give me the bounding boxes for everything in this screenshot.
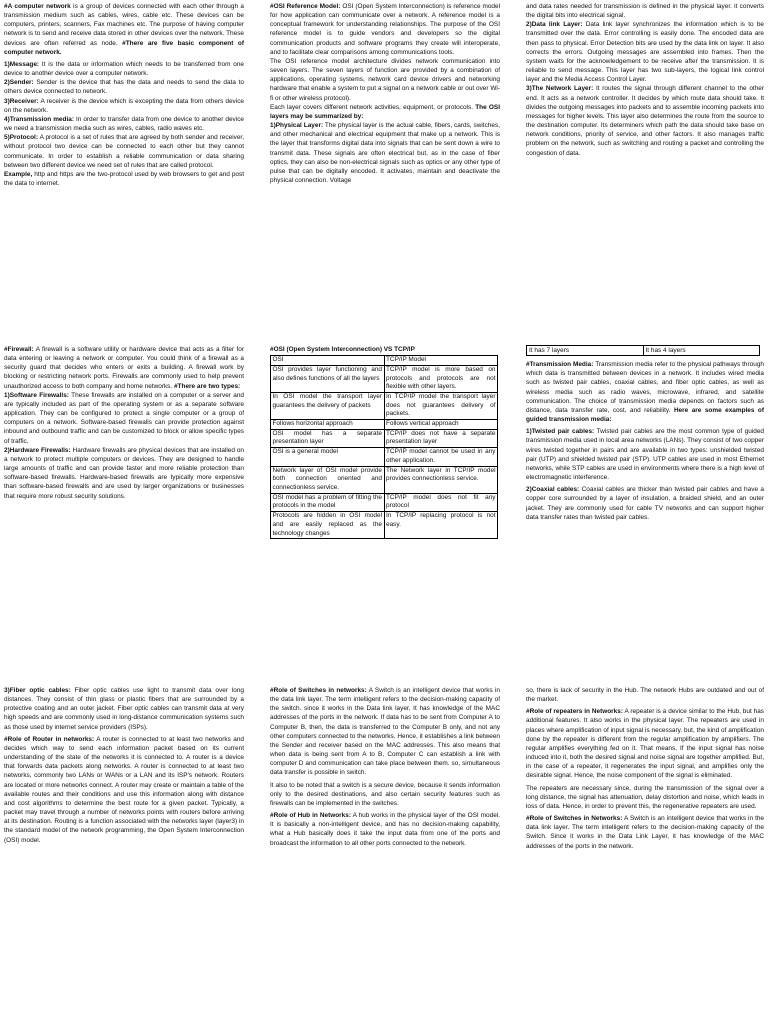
switch-hub-section bbox=[270, 686, 500, 1024]
paragraph: It also to be noted that a switch is a secure device, because it sends information only to the desired destinations, and also certain security features such as firewalls can be implemented in the switches. bbox=[270, 781, 500, 807]
table-title: #OSI (Open System Interconnection) VS TCP/IP bbox=[270, 346, 415, 353]
subheading: #There are two types: bbox=[174, 382, 241, 390]
layers-table bbox=[526, 345, 760, 356]
paragraph: is a group of devices connected with each other through a transmission medium such as cables, wires, cable etc. These devices can be computers, printers, scanners, Fax machines etc. The purpose of having computer network is to send and receive data stored in other devices over the network. These devices are often referred as node. bbox=[4, 3, 244, 47]
item-heading: 1)Twisted pair cables: bbox=[526, 428, 595, 436]
paragraph: These firewalls are installed on a computer or a server and are typically included as part of the operating system or as a separate software application. They can be configured to protect a single computer or a group of computers on a network. Software-based firewalls can provide protection against inbound and outbound traffic and can be customized to block or allow specific types of traffic. bbox=[4, 391, 244, 445]
item-heading: 5)Protocol: bbox=[4, 134, 38, 142]
table-row bbox=[527, 346, 760, 356]
paragraph: The repeaters are necessary since, during the transmission of the signal over a long distance, the signal has attenuation, delay distortion and noise, which leads in loss of data. Hence, in order to prevent this, the regenerative repeaters are used. bbox=[526, 784, 764, 810]
paragraph: A router is connected to at least two networks and decides which way to send each information packet based on its current understanding of the state of the networks it is connected to. A router is a device that forwards data packets along networks. A router is connected to at least two networks, commonly two LANs or WANs or a LAN and its ISP's network. Routers are located or more networks connect. A router may create or maintain a table of the available routes and their conditions and use this information along with distance and cost algorithms to determine the best route for a given packet. Typically, a packet may travel through a number of networks points with routers before arriving at its destination. Routing is a function associated with the networks layer (layer3) in the standard model of the network programming, the Open System Interconnection (OSI) model. bbox=[4, 735, 244, 844]
item-heading: 3)The Network Layer: bbox=[526, 85, 594, 93]
firewall-section bbox=[4, 345, 244, 670]
table-row bbox=[271, 392, 498, 419]
paragraph: Coaxial cables are thicker than twisted pair cables and have a copper core surrounded by a layer of insulation, a braided shield, and an outer jacket. They are commonly used for cable TV networks and can support higher data transfer rates than twisted pair cables. bbox=[526, 486, 764, 521]
table-row bbox=[271, 512, 498, 539]
table-cell: TCP/IP model cannot be used in any other application. bbox=[384, 448, 498, 466]
paragraph: http and https are the two-protocol used by web browsers to get and post the data to internet. bbox=[4, 170, 244, 187]
item-heading: 3)Fiber optic cables: bbox=[4, 687, 71, 694]
table-cell: OSI bbox=[271, 356, 385, 366]
section-heading: #A computer network bbox=[4, 3, 71, 10]
section-heading: #Firewall: bbox=[4, 346, 34, 353]
table-row bbox=[271, 429, 498, 447]
fiber-router-section bbox=[4, 686, 244, 1024]
table-cell: OSI provides layer functioning and also defines functions of all the layers bbox=[271, 365, 385, 392]
section-heading: #Role of repeaters in Networks: bbox=[526, 708, 623, 716]
paragraph: The OSI reference model architecture divides network communication into seven layers. The seven layers of function are provided by a combination of applications, operating systems, network card device drivers and networking hardware that enable a system to put a signal on a network cable or out over Wi-fi or other wireless protocol). bbox=[270, 57, 500, 102]
table-cell: Follows horizontal approach bbox=[271, 420, 385, 430]
paragraph: A receiver is the device which is excepting the data from others device on the network. bbox=[4, 97, 244, 114]
section-heading: #Role of Switches in networks: bbox=[270, 687, 367, 694]
paragraph: In order to transfer data from one device to another device we need a transmission media such as wires, cables, radio waves etc. bbox=[4, 115, 244, 133]
transmission-media-section bbox=[526, 345, 764, 670]
table-cell: OSI model has a separate presentation layer bbox=[271, 429, 385, 447]
comparison-table bbox=[270, 355, 498, 539]
table-cell: It has 4 layers bbox=[643, 346, 760, 356]
table-cell: OSI is a general model bbox=[271, 448, 385, 466]
paragraph: Each layer covers different network activities, equipment, or protocols. bbox=[270, 103, 473, 111]
item-heading: 1)Physical Layer: bbox=[270, 122, 324, 130]
table-cell: TCP/IP does not have a separate presentation layer bbox=[384, 429, 498, 447]
paragraph: The physical layer is the actual cable, fibers, cards, switches, and other mechanical and electrical equipment that make up a network. This is the layer that transforms digital data into signals that can be sent down a wire to transmit data. These signals are often electrical but, as in the case of fiber optics, they can also be non-electrical signals such as optics or any other type of pulse that can be digitally encoded. It activates, maintain and deactivate the physical connection. Voltage bbox=[270, 122, 500, 184]
item-heading: 2)Data link Layer: bbox=[526, 21, 583, 29]
item-heading: 1)Message: bbox=[4, 60, 40, 68]
subheading: #There are five basic component of computer network. bbox=[4, 39, 244, 56]
section-heading: #OSI Reference Model: bbox=[270, 3, 341, 10]
osi-vs-tcpip-section bbox=[270, 345, 500, 670]
section-heading: #Role of Switches in Networks: bbox=[526, 815, 623, 823]
item-heading: 2)Hardware Firewalls: bbox=[4, 446, 71, 454]
paragraph: OSI (Open System Interconnection) is reference model for how application can communicate over a network. A reference model is a conceptual framework for understanding relationships. The purpose of the OSI reference model is to guide vendors and developers so the digital communication products and software programs they create will interoperate, and to facilitate clear comparisons among communications tools. bbox=[270, 3, 500, 56]
section-heading: #Role of Router in networks: bbox=[4, 735, 95, 743]
table-row bbox=[271, 493, 498, 511]
item-heading: 2)Coaxial cables: bbox=[526, 486, 580, 494]
item-heading: 1)Software Firewalls: bbox=[4, 391, 69, 399]
paragraph: Sender is the device that has the data and needs to send the data to others device connected to network. bbox=[4, 79, 244, 96]
subheading: The OSI layers may be summarized by: bbox=[270, 103, 500, 120]
table-cell: Network layer of OSI model provide both connection oriented and connectionless service. bbox=[271, 466, 385, 493]
paragraph: A protocol is a set of rules that are agreed by both sender and receiver, without protocol two device can be connected to each other but they cannot communicate. In order to establish a reliable communication or data sharing between two different device we need set of rules that are called protocol. bbox=[4, 134, 244, 169]
table-cell: The Network layer in TCP/IP model provides connectionless service. bbox=[384, 466, 498, 493]
paragraph: A repeater is a device similar to the Hub, but has additional features. It also works in the physical layer. The repeaters are used in places where amplification of input signal is necessary. but, the kind of amplification done by the repeater is different from the regular amplification by amplifiers. The regular amplifies everything fed on it. That means, If the input signal has noise induced into it, both the desired signal and noise signal are together amplified. But, in the case of a repeater, it regenerates the input signal, and amplifies only the desirable signal. Hence, the noise component of the signal is eliminated. bbox=[526, 708, 764, 780]
osi-layers-section bbox=[526, 2, 764, 329]
paragraph: so, there is lack of security in the Hub. The network Hubs are outdated and out of the market. bbox=[526, 687, 764, 704]
paragraph: Fiber optic cables use light to transmit data over long distances. They consist of thin glass or plastic fibers that are surrounded by a protective coating and an outer jacket. Fiber optic cables can transmit data at very high speeds and are commonly used in long-distance communication systems such as those used by internet service providers (ISPs). bbox=[4, 687, 244, 731]
item-heading: 2)Sender: bbox=[4, 79, 34, 87]
item-heading: 4)Transmission media: bbox=[4, 115, 74, 123]
paragraph: A firewall is a software utility or hardware device that acts as a filter for data entering or leaving a network or computer. You could think of a firewall as a security guard that decides who enters or exits a building. A firewall work by blocking or restricting network ports. Firewalls are commonly used to help prevent unauthorized access to both company and home networks. bbox=[4, 346, 244, 390]
paragraph: A Switch is an intelligent device that works in the data link layer. The term intelligent refers to the decision-making capacity of the switch. since it works in the Data link layer, It has knowledge of the MAC addresses of the ports in the network. If data has to be sent from Computer A to Computer B, then, the data is transferred to the Computer B only, and not any other computers connected to the networks. Hence, it establishes a link between the Sender and receiver based on the MAC addresses. This also means that when data is being sent from A to B, Computer C can establish a link with computer D and communication can take place between them. so, simultaneous data transfer is possible in switch. bbox=[270, 687, 500, 777]
osi-reference-section bbox=[270, 2, 500, 329]
section-heading: #Transmission Media: bbox=[526, 361, 594, 369]
paragraph: It routes the signal through different channel to the other end. It acts as a network controller. It decides by which route data should take. It divides the outgoing messages into packets and to assemble incoming packets into messages for higher levels. This layer also determines the route from the source to the destination computer. Its determiners which path the data should take base on network conditions, priority of service, and other factors. It also manages traffic problem on the network, such as switching and routing a packet and controlling the congestion of data. bbox=[526, 85, 764, 157]
item-heading: 3)Receiver: bbox=[4, 97, 39, 105]
table-row bbox=[271, 466, 498, 493]
table-cell: TCP/IP Model bbox=[384, 356, 498, 366]
table-cell: TCP/IP model is more based on protocols and protocols are not flexible with other layers. bbox=[384, 365, 498, 392]
repeater-section bbox=[526, 686, 764, 1024]
table-cell: In OSI model the transport layer guarantees the delivery of packets bbox=[271, 392, 385, 419]
table-cell: In TCP/IP replacing protocol is not easy. bbox=[384, 512, 498, 539]
paragraph: and data rates needed for transmission is defined in the physical layer. it converts the digital bits into electrical signal. bbox=[526, 3, 764, 20]
paragraph: A Switch is an intelligent device that works in the data link layer. The term intelligent refers to the decision-making capacity of the Switch. Since it works in the Data Link Layer, it has knowledge of the MAC addresses of the ports in the network. bbox=[526, 815, 764, 850]
table-row bbox=[271, 420, 498, 430]
paragraph: Hardware firewalls are physical devices that are installed on a network to protect multiple computers or devices. They are designed to handle large amounts of traffic and can provide faster and more reliable protection than software-based firewalls. Hardware-based firewalls are typically more expensive than software-based firewalls and are used by larger organizations or businesses that require more robust security solutions. bbox=[4, 446, 244, 500]
section-heading: #Role of Hub in Networks: bbox=[270, 812, 351, 820]
table-cell: In TCP/IP model the transport layer does not guarantees delivery of packets. bbox=[384, 392, 498, 419]
item-heading: Example, bbox=[4, 170, 33, 178]
paragraph: Transmission media refer to the physical pathways through which data is transmitted between devices in a network. It includes wired media such as twisted pair cables, coaxial cables, and fiber optic cables, as well as wireless media such as radio waves, microwave, infrared, and satellite communication. The choice of transmission media depends on factors such as distance, data transfer rate, cost, and reliability. bbox=[526, 361, 764, 414]
table-cell: Follows vertical approach bbox=[384, 420, 498, 430]
table-cell: OSI model has a problem of fitting the protocols in the model bbox=[271, 493, 385, 511]
paragraph: It is the data or information which needs to be transferred from one device to another device over a computer network. bbox=[4, 60, 244, 78]
table-row bbox=[271, 365, 498, 392]
table-cell: Protocols are hidden in OSI model and are easily replaced as the technology changes bbox=[271, 512, 385, 539]
table-row bbox=[271, 448, 498, 466]
computer-network-section bbox=[4, 2, 244, 329]
paragraph: Data link layer synchronizes the information which is to be transmitted over the data. Error controlling is easily done. The encoded data are then pass to physical. Error Detection bits are used by the data link on layer. It also corrects the errors. Outgoing messages are assembled into frames. Then the system waits for the acknowledgement to be receive after the transmission. It is reliable to send message. This layer has two sub-layers, the logical link control layer and the Media Access Control Layer. bbox=[526, 21, 764, 84]
table-cell: It has 7 layers bbox=[527, 346, 644, 356]
subheading: Here are some examples of guided transmission media: bbox=[526, 406, 764, 424]
paragraph: Twisted pair cables are the most common type of guided transmission media used in local area networks (LANs). They consist of two copper wires twisted together in pairs and are available in two types: unshielded twisted pair (UTP) and shielded twisted pair (STP). UTP cables are used in most Ethernet networks, while STP cables are used in environments where there is a high level of electromagnetic interference. bbox=[526, 428, 764, 482]
paragraph: A hub works in the physical layer of the OSI model. It is basically a non-intelligent device, and has no decision-making capability, what a Hub basically does it take the input data from one of the ports and broadcast the information to all other ports connected to the network. bbox=[270, 812, 500, 847]
table-cell: TCP/IP model does not fit any protocol bbox=[384, 493, 498, 511]
table-row bbox=[271, 356, 498, 366]
